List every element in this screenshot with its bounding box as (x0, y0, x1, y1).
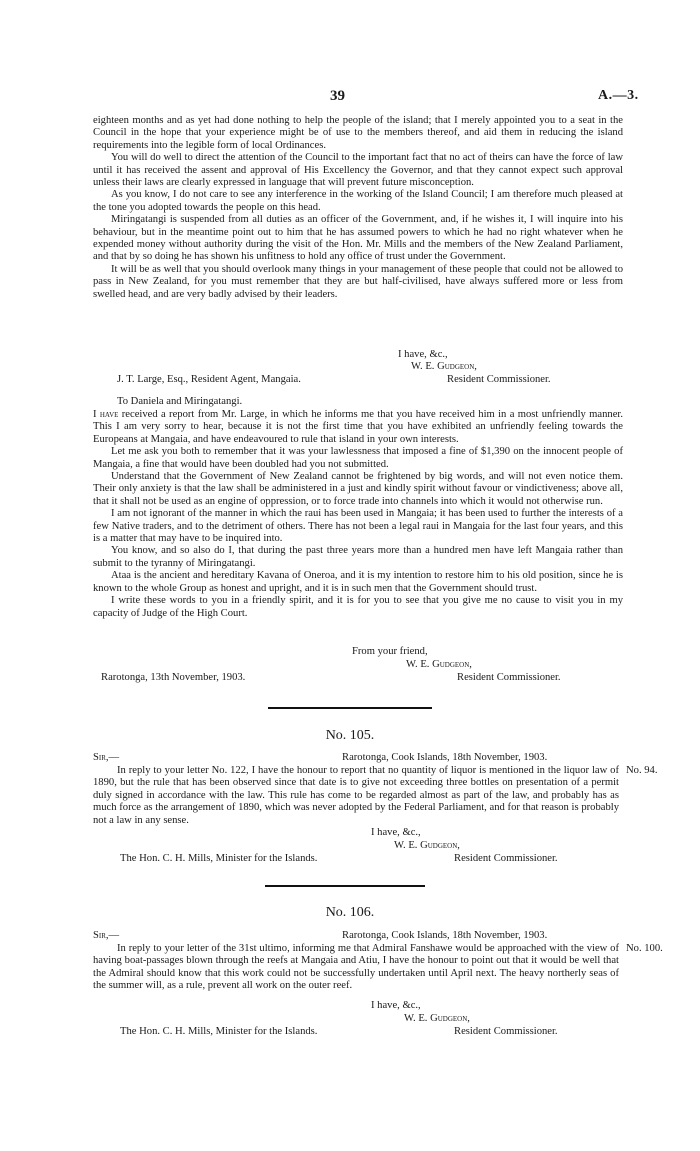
letter2-place-date: Rarotonga, 13th November, 1903. (101, 672, 246, 683)
letter105-signature: W. E. Gudgeon, (394, 840, 460, 851)
letter106-signature: W. E. Gudgeon, (404, 1013, 470, 1024)
letter106-addressee: The Hon. C. H. Mills, Minister for the Islands. (120, 1026, 318, 1037)
letter1-addressee: J. T. Large, Esq., Resident Agent, Mangaia. (117, 374, 301, 385)
section-divider (268, 707, 432, 709)
letter1-paragraph: As you know, I do not care to see any interference in the working of the Island Council; I am therefore much pleased at the tone you adopted towards the people on this head. (93, 189, 623, 213)
letter1-body (93, 115, 623, 301)
letter105-title: Resident Commissioner. (454, 853, 558, 864)
letter106-place-date: Rarotonga, Cook Islands, 18th November, 1903. (342, 930, 548, 941)
letter106-paragraph: In reply to your letter of the 31st ultimo, informing me that Admiral Fanshawe would be approached with the view of having boat-passages blown through the reefs at Mangaia and Atiu, I have the honour to point out that it would be well that the Admiral should know that this work could not be successfully undertaken until April next. The heavy northerly seas of the summer will, as a rule, prevent all work on the outer reef. (93, 943, 619, 992)
letter106-heading: No. 106. (325, 905, 375, 920)
letter1-paragraph: It will be as well that you should overlook many things in your management of these people that could not be allowed to pass in New Zealand, for you must remember that they are but half-civilised, have always suffered more or less from swelled head, and are very badly advised by their leaders. (93, 263, 623, 300)
letter2-salutation: To Daniela and Miringatangi. (117, 396, 243, 407)
letter2-title: Resident Commissioner. (457, 672, 561, 683)
letter2-body (93, 409, 623, 620)
letter2-paragraph: I am not ignorant of the manner in which the raui has been used in Mangaia; it has been used to further the interests of a few Native traders, and to the detriment of others. There has not been a legal raui in Mangaia for the last four years, and this is a matter that may have to be inquired into. (93, 508, 623, 545)
letter106-salutation: Sir,— (93, 930, 120, 941)
letter1-paragraph: Miringatangi is suspended from all duties as an officer of the Government, and, if he wishes it, I will inquire into his behaviour, but in the meantime point out to him that he has assumed powers to which he had no right whatever when he expended money without authority during the visit of the Hon. Mr. Mills and the members of the New Zealand Parliament, and that by so doing he has shown his unfitness to hold any office of trust under the Government. (93, 214, 623, 263)
letter105-salutation: Sir,— (93, 752, 120, 763)
letter2-opening-caps: I have (93, 409, 119, 420)
letter2-paragraph: You know, and so also do I, that during the past three years more than a hundred men have left Mangaia rather than submit to the tyranny of Miringatangi. (93, 545, 623, 569)
letter105-heading: No. 105. (325, 728, 375, 743)
letter2-closing: From your friend, (352, 646, 428, 657)
letter1-paragraph: eighteen months and as yet had done nothing to help the people of the island; that I merely appointed you to a seat in the Council in the hope that your experience might be of use to the members thereof, and aid them in reducing the island requirements into the legible form of local Ordinances. (93, 115, 623, 151)
letter105-closing: I have, &c., (371, 827, 421, 838)
letter105-addressee: The Hon. C. H. Mills, Minister for the Islands. (120, 853, 318, 864)
letter1-closing: I have, &c., (398, 349, 448, 360)
letter2-paragraph: I have received a report from Mr. Large, in which he informs me that you have received him in a most unfriendly manner. This I am very sorry to hear, because it is not the first time that you have exhibited an unfriendly feeling towards the Europeans at Mangaia, and have endeavoured to rule that island in your own interests. (93, 409, 623, 445)
section-divider (265, 885, 425, 887)
letter105-margin-ref: No. 94. (626, 765, 658, 776)
letter106-margin-ref: No. 100. (626, 943, 663, 954)
letter105-paragraph: In reply to your letter No. 122, I have the honour to report that no quantity of liquor is mentioned in the liquor law of 1890, but the rule that has been observed since that date is to give not exceeding three bottles on presentation of a permit duly signed in accordance with the law. This rule has come to be regarded almost as part of the law, and probably has as much force as the arrangement of 1890, which was never adopted by the Federal Parliament, and for that reason is probably not a law in any sense. (93, 765, 619, 826)
letter2-paragraph: Let me ask you both to remember that it was your lawlessness that imposed a fine of $1,390 on the innocent people of Mangaia, a fine that would have been doubled had you not submitted. (93, 446, 623, 470)
page-number: 39 (330, 88, 345, 104)
letter106-body (93, 943, 619, 993)
letter106-title: Resident Commissioner. (454, 1026, 558, 1037)
letter1-paragraph: You will do well to direct the attention of the Council to the important fact that no act of theirs can have the force of law until it has received the assent and approval of His Excellency the Governor, and that they cannot expect such approval unless their laws are clearly expressed in language that will prevent future misconception. (93, 152, 623, 189)
letter2-signature: W. E. Gudgeon, (406, 659, 472, 670)
letter2-paragraph: Understand that the Government of New Zealand cannot be frightened by big words, and will not even notice them. Their only anxiety is that the law shall be administered in a just and kindly spirit without favour or vindictiveness; above all, that it shall not be used as an engine of oppression, or to force trade into channels into which it would not otherwise run. (93, 471, 623, 507)
letter105-place-date: Rarotonga, Cook Islands, 18th November, 1903. (342, 752, 548, 763)
document-reference: A.—3. (598, 88, 639, 103)
letter2-paragraph: Ataa is the ancient and hereditary Kavana of Oneroa, and it is my intention to restore him to his old position, since he is known to the whole Group as honest and upright, and it is in such men that the Government should trust. (93, 570, 623, 594)
letter105-body (93, 765, 619, 827)
letter106-closing: I have, &c., (371, 1000, 421, 1011)
letter1-signature: W. E. Gudgeon, (411, 361, 477, 372)
letter2-paragraph: I write these words to you in a friendly spirit, and it is for you to see that you give me no cause to visit you in my capacity of Judge of the High Court. (93, 595, 623, 619)
letter1-title: Resident Commissioner. (447, 374, 551, 385)
